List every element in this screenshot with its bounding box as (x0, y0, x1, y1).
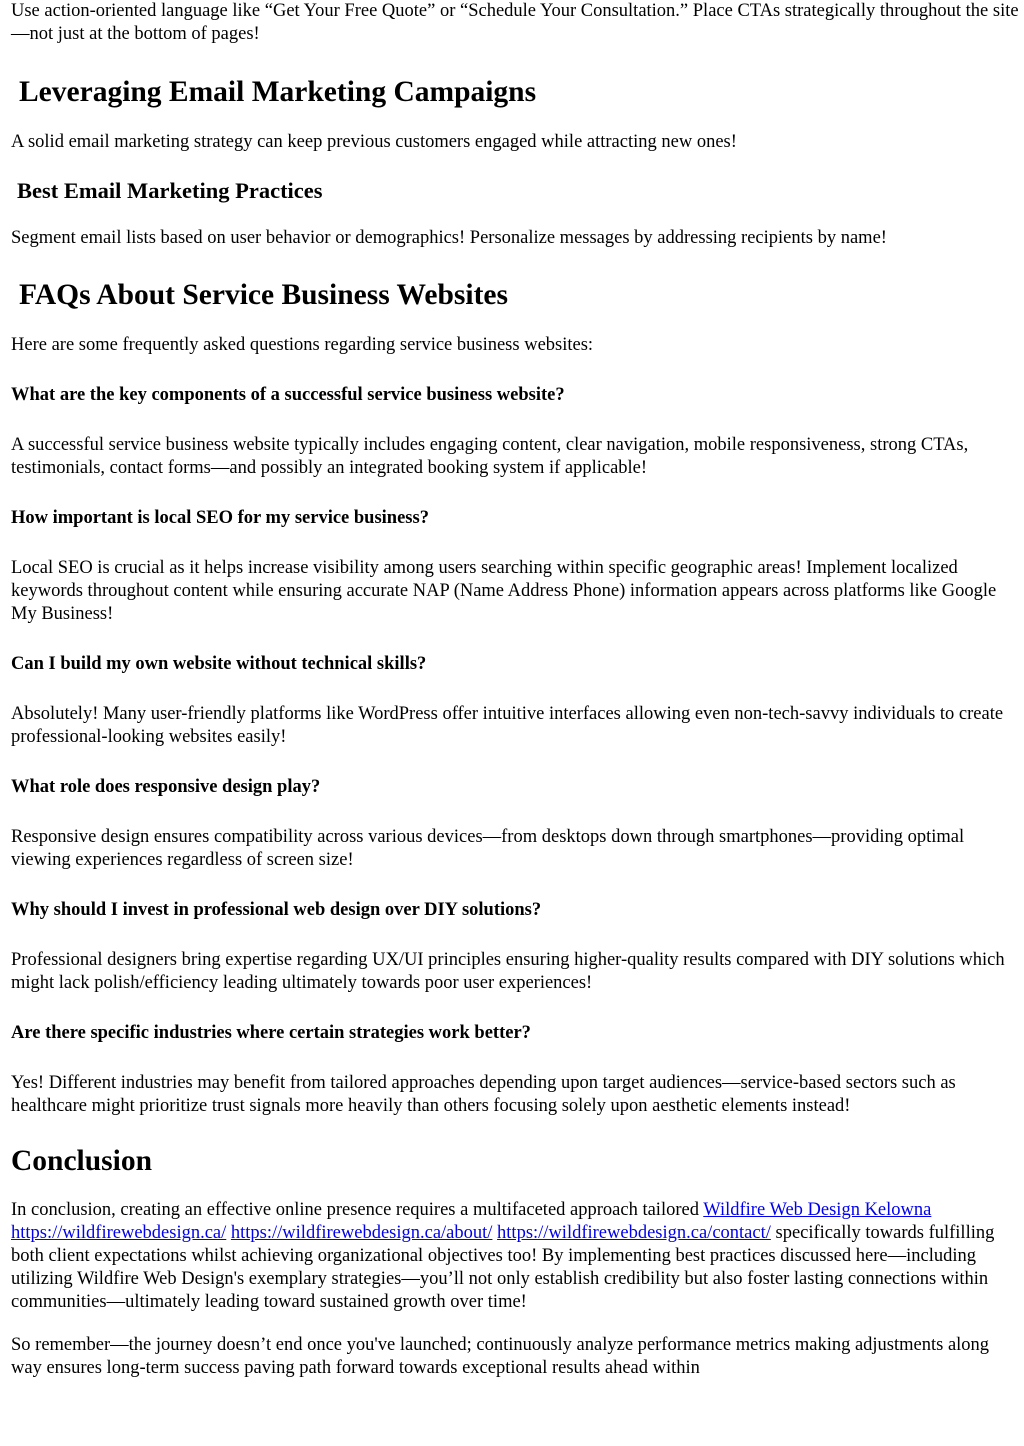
conclusion-text-before: In conclusion, creating an effective online presence requires a multifaceted approach tailored (11, 1200, 704, 1220)
faq-question: Can I build my own website without technical skills? (11, 654, 427, 674)
wildfire-web-design-link[interactable]: Wildfire Web Design Kelowna (703, 1200, 932, 1220)
document-page (11, 0, 1019, 1380)
faq-question: How important is local SEO for my service business? (11, 508, 429, 528)
faq-question: Are there specific industries where certain strategies work better? (11, 1023, 531, 1043)
faq-answer: A successful service business website typically includes engaging content, clear navigation, mobile responsiveness, strong CTAs, testimonials, contact forms—and possibly an integrated booking system if applicable! (11, 435, 969, 478)
faq-question: What role does responsive design play? (11, 777, 321, 797)
faq-intro: Here are some frequently asked questions regarding service business websites: (11, 335, 594, 355)
conclusion-paragraph (11, 1199, 1019, 1314)
intro-paragraph: Use action-oriented language like “Get Your Free Quote” or “Schedule Your Consultation.” Place CTAs strategically throughout the site—not just at the bottom of pages! (11, 1, 1019, 44)
faq-answer: Responsive design ensures compatibility across various devices—from desktops down through smartphones—providing optimal viewing experiences regardless of screen size! (11, 827, 965, 870)
conclusion-text-after: specifically towards fulfilling both client expectations whilst achieving organizational objectives too! By implementing best practices discussed here—including utilizing Wildfire Web Design's exemplary strategies—you’ll not only establish credibility but also foster lasting connections within communities—ultimately leading toward sustained growth over time! (11, 1223, 995, 1312)
about-url-link[interactable]: https://wildfirewebdesign.ca/about/ (230, 1223, 493, 1243)
email-paragraph: A solid email marketing strategy can keep previous customers engaged while attracting new ones! (11, 132, 737, 152)
home-url-link[interactable]: https://wildfirewebdesign.ca/ (11, 1223, 227, 1243)
faq-question: Why should I invest in professional web design over DIY solutions? (11, 900, 542, 920)
faq-question: What are the key components of a successful service business website? (11, 385, 565, 405)
contact-url-link[interactable]: https://wildfirewebdesign.ca/contact/ (497, 1223, 771, 1243)
email-heading: Leveraging Email Marketing Campaigns (19, 76, 537, 108)
conclusion-heading: Conclusion (11, 1145, 152, 1177)
final-paragraph: So remember—the journey doesn’t end once you've launched; continuously analyze performance metrics making adjustments along way ensures long-term success paving path forward towards exceptional results ahead within (11, 1335, 990, 1378)
faq-answer: Professional designers bring expertise regarding UX/UI principles ensuring higher-quality results compared with DIY solutions which might lack polish/efficiency leading ultimately towards poor user experiences! (11, 950, 1005, 993)
email-subheading: Best Email Marketing Practices (17, 178, 323, 203)
faq-answer: Local SEO is crucial as it helps increase visibility among users searching within specific geographic areas! Implement localized keywords throughout content while ensuring accurate NAP (Name Address Phone) information appears across platforms like Google My Business! (11, 558, 997, 624)
faq-answer: Absolutely! Many user-friendly platforms like WordPress offer intuitive interfaces allowing even non-tech-savvy individuals to create professional-looking websites easily! (11, 704, 1004, 747)
faq-heading: FAQs About Service Business Websites (19, 279, 508, 311)
email-sub-paragraph: Segment email lists based on user behavior or demographics! Personalize messages by addressing recipients by name! (11, 228, 887, 248)
faq-answer: Yes! Different industries may benefit from tailored approaches depending upon target audiences—service-based sectors such as healthcare might prioritize trust signals more heavily than others focusing solely upon aesthetic elements instead! (11, 1073, 956, 1116)
